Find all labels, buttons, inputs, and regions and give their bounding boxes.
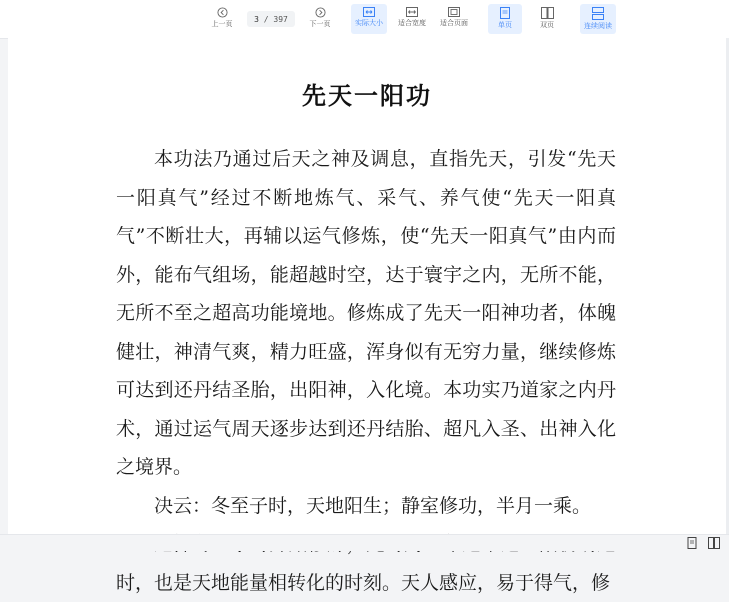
actual-size-button[interactable]: [351, 4, 387, 34]
next-page-label: 下一页: [309, 20, 331, 28]
document-page: [8, 38, 726, 594]
status-bar: [0, 534, 729, 551]
continuous-reading-label: 连续阅读: [584, 22, 612, 30]
fit-page-icon: [448, 7, 460, 17]
single-page-label: 单页: [498, 21, 512, 29]
fit-width-button[interactable]: [394, 4, 430, 34]
fit-page-button[interactable]: [436, 4, 472, 34]
double-page-label: 双页: [540, 21, 554, 29]
prev-page-button[interactable]: [202, 4, 242, 34]
page-body: [116, 140, 616, 602]
toolbar: [0, 0, 729, 39]
fit-width-label: 适合宽度: [398, 19, 426, 27]
actual-size-icon: [363, 7, 375, 17]
fit-width-icon: [406, 7, 418, 17]
double-page-icon[interactable]: [708, 537, 720, 549]
single-page-button[interactable]: [488, 4, 522, 34]
paragraph: 时，也是天地能量相转化的时刻。天人感应，易于得气，修: [116, 571, 611, 594]
current-page: 3: [254, 14, 259, 24]
page-separator: /: [263, 14, 269, 24]
single-page-icon[interactable]: [686, 537, 698, 549]
next-page-button[interactable]: [300, 4, 340, 34]
single-page-icon: [500, 7, 510, 19]
paragraph: 本功法乃通过后天之神及调息，直指先天，引发“先天一阳真气”经过不断地炼气、采气、养气使“先天一阳真气”不断壮大，再辅以运气修炼，使“先天一阳真气”由内而外，能布气组场，能超越时空，达于寰宇之内，无所不能，无所不至之超高功能境地。修炼成了先天一阳神功者，体魄健壮，神清气爽，精力旺盛，浑身似有无穷力量，继续修炼可达到还丹结圣胎，出阳神，入化境。本功实乃道家之内丹术，通过运气周天逐步达到还丹结胎、超凡入圣、出神入化之境界。: [116, 148, 616, 478]
double-page-icon: [541, 7, 554, 19]
prev-page-label: 上一页: [211, 20, 233, 28]
fit-page-label: 适合页面: [440, 19, 468, 27]
chevron-right-icon: [315, 7, 326, 18]
page-title: 先天一阳功: [302, 81, 432, 110]
continuous-reading-button[interactable]: [580, 4, 616, 34]
chevron-left-icon: [217, 7, 228, 18]
paragraph: 决云：冬至子时，天地阳生；静室修功，半月一乘。: [154, 494, 592, 517]
continuous-scroll-icon: [592, 7, 604, 20]
total-pages: 397: [273, 14, 288, 24]
double-page-button[interactable]: [530, 4, 564, 34]
actual-size-label: 实际大小: [355, 19, 383, 27]
page-number-input[interactable]: [247, 11, 295, 27]
